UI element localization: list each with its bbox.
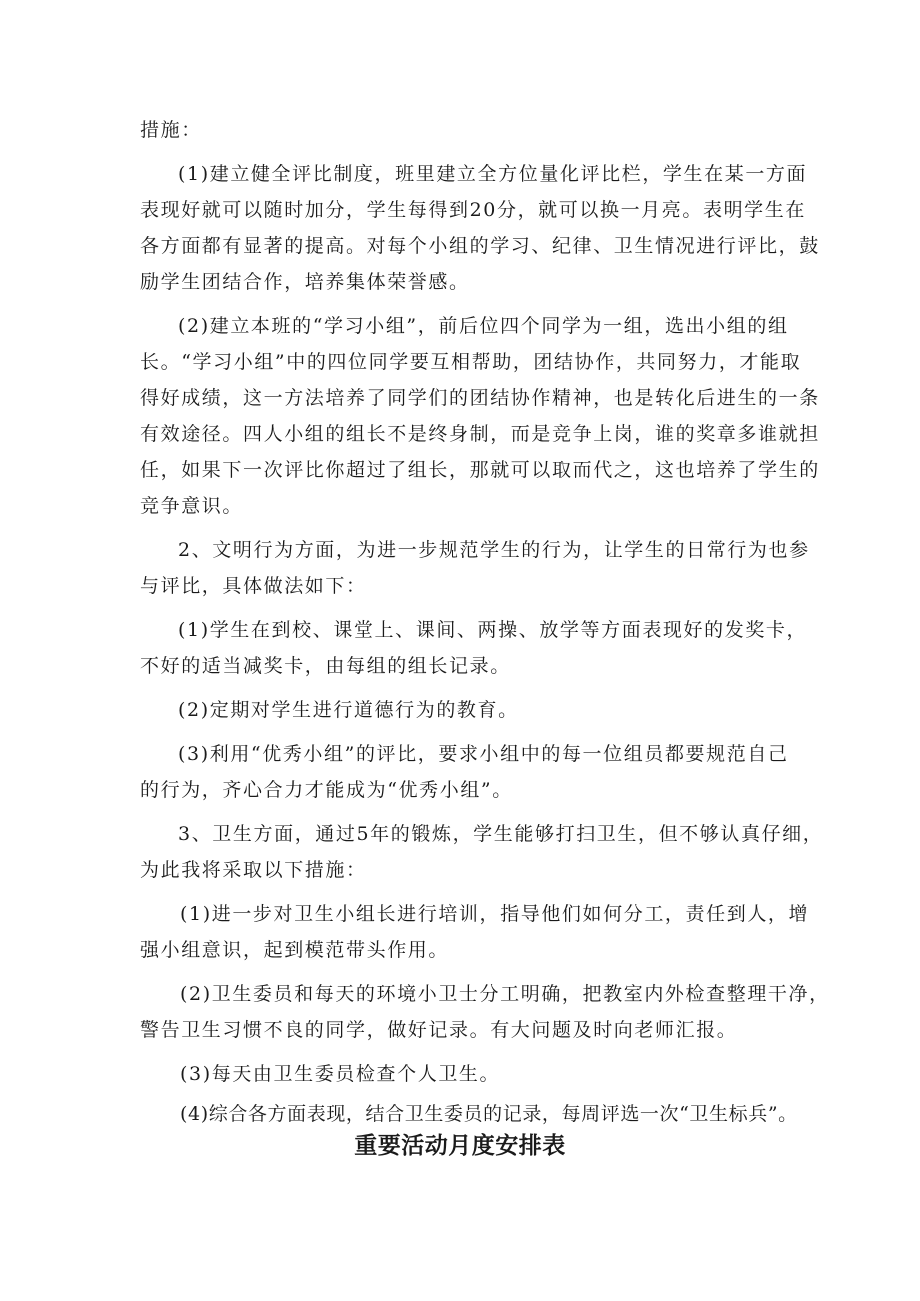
paragraph-line: 不好的适当减奖卡，由每组的组长记录。 xyxy=(140,655,511,677)
paragraph-line: 为此我将采取以下措施： xyxy=(140,859,367,881)
paragraph-line: 励学生团结合作，培养集体荣誉感。 xyxy=(140,271,470,293)
heading-line: 措施： xyxy=(140,119,202,141)
paragraph-line: 任，如果下一次评比你超过了组长，那就可以取而代之，这也培养了学生的 xyxy=(140,459,820,481)
paragraph-line: (4)综合各方面表现，结合卫生委员的记录，每周评选一次“卫生标兵”。 xyxy=(180,1103,798,1125)
paragraph-line: 竞争意识。 xyxy=(140,495,244,517)
paragraph-line: 警告卫生习惯不良的同学，做好记录。有大问题及时向老师汇报。 xyxy=(140,1019,738,1041)
paragraph-line: 有效途径。四人小组的组长不是终身制，而是竞争上岗，谁的奖章多谁就担 xyxy=(140,423,820,445)
paragraph-line: 强小组意识，起到模范带头作用。 xyxy=(140,939,450,961)
paragraph-line: (3)每天由卫生委员检查个人卫生。 xyxy=(180,1063,501,1085)
paragraph-line: (1)学生在到校、课堂上、课间、两操、放学等方面表现好的发奖卡， xyxy=(178,619,808,641)
paragraph-line: (1)进一步对卫生小组长进行培训，指导他们如何分工，责任到人，增 xyxy=(180,903,810,925)
section-title: 重要活动月度安排表 xyxy=(354,1133,566,1159)
paragraph-line: 的行为，齐心合力才能成为“优秀小组”。 xyxy=(140,779,513,801)
paragraph-line: 2、文明行为方面，为进一步规范学生的行为，让学生的日常行为也参 xyxy=(178,539,810,561)
paragraph-line: 各方面都有显著的提高。对每个小组的学习、纪律、卫生情况进行评比，鼓 xyxy=(140,235,820,257)
paragraph-line: 表现好就可以随时加分，学生每得到20分，就可以换一月亮。表明学生在 xyxy=(140,199,806,221)
paragraph-line: (2)建立本班的“学习小组”，前后位四个同学为一组，选出小组的组 xyxy=(178,315,789,337)
paragraph-line: 得好成绩，这一方法培养了同学们的团结协作精神，也是转化后进生的一条 xyxy=(140,387,820,409)
paragraph-line: 3、卫生方面，通过5年的锻炼，学生能够打扫卫生，但不够认真仔细， xyxy=(178,823,824,845)
paragraph-line: (1)建立健全评比制度，班里建立全方位量化评比栏，学生在某一方面 xyxy=(178,163,808,185)
paragraph-line: 长。“学习小组”中的四位同学要互相帮助，团结协作，共同努力，才能取 xyxy=(140,351,802,373)
paragraph-line: (2)定期对学生进行道德行为的教育。 xyxy=(178,699,519,721)
paragraph-line: (3)利用“优秀小组”的评比，要求小组中的每一位组员都要规范自己 xyxy=(178,743,789,765)
paragraph-line: (2)卫生委员和每天的环境小卫士分工明确，把教室内外检查整理干净， xyxy=(180,983,830,1005)
paragraph-line: 与评比，具体做法如下： xyxy=(140,575,367,597)
